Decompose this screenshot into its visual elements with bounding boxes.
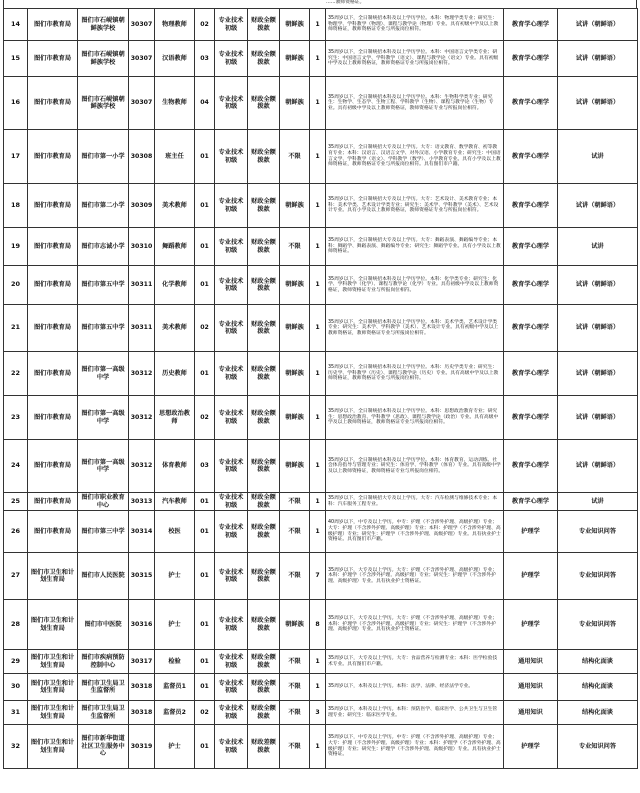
- cell-unit: 图们市第五中学: [78, 266, 129, 305]
- cell-interview: 试讲（朝鲜语）: [558, 266, 638, 305]
- cell-requirements: 35周岁以下，全日制统招本科及以上学历学位。本科：历史学类专业；研究生：历史学、学科教学（历史）、课程与教学论（历史）专业。具有高级中学及以上教师资格证，教师资格证专业与所报岗位相符。: [326, 352, 504, 396]
- cell-requirements: 35周岁以下，大专及以上学历。大专：护理（不含涉外护理、高级护理）专业；本科：护理学（不含涉外护理、高级护理）专业；研究生：护理学（不含涉外护理、高级护理）专业。具有执业护士资格证。: [326, 553, 504, 600]
- cell-hire-number: 7: [310, 553, 326, 600]
- cell-post-code: 30307: [129, 41, 155, 77]
- cell-post-type: 专业技术初级: [215, 130, 248, 184]
- cell-post-code: 30307: [129, 77, 155, 130]
- cell-post-code: 30312: [129, 352, 155, 396]
- cell-language: 朝鲜族: [280, 600, 310, 650]
- cell-number: 15: [4, 41, 28, 77]
- cell-unit: 图们市人民医院: [78, 553, 129, 600]
- cell-interview: 结构化面谈: [558, 650, 638, 674]
- table-row: [4, 553, 638, 600]
- cell-post-count: 02: [195, 701, 215, 725]
- cell-unit: 图们市第二小学: [78, 184, 129, 228]
- cell-post-code: 30317: [129, 650, 155, 674]
- cell-funding: 财政全额拨款: [248, 266, 280, 305]
- cell-post-code: 30314: [129, 511, 155, 553]
- table-row: [4, 266, 638, 305]
- table-row: [4, 650, 638, 674]
- cell-department: 图们市教育局: [28, 9, 78, 41]
- cell-post-name: 监督员1: [155, 674, 195, 701]
- cell-post-count: 01: [195, 725, 215, 769]
- cell-language: 不限: [280, 701, 310, 725]
- cell-post-type: 专业技术初级: [215, 352, 248, 396]
- cell-number: 19: [4, 228, 28, 266]
- cell-post-code: 30313: [129, 493, 155, 511]
- cell-post-code: 30318: [129, 674, 155, 701]
- cell-language: 不限: [280, 493, 310, 511]
- cell-exam: 教育学心理学: [504, 9, 558, 41]
- cell-hire-number: 1: [310, 228, 326, 266]
- cell-post-code: 30311: [129, 266, 155, 305]
- table-top-fragment: [3, 0, 637, 8]
- cell-department: 图们市教育局: [28, 130, 78, 184]
- cell-exam: 护理学: [504, 553, 558, 600]
- cell-number: 24: [4, 440, 28, 493]
- cell-requirements: 35周岁以下，全日制统招大专及以上学历。大专：语文教育、数学教育、初等教育专业；本科：汉语言、汉语言文学、对外汉语、小学教育专业；研究生：中国语言文学、学科教学（语文）、学科教学（数学）、小学教育专业。具有小学及以上教师资格证，教师资格证专业与所报岗位相符。具有图们市户籍。: [326, 130, 504, 184]
- cell-unit: 图们市第一高级中学: [78, 440, 129, 493]
- cell-post-count: 01: [195, 184, 215, 228]
- cell-unit: 图们市第一高级中学: [78, 352, 129, 396]
- cell-language: 不限: [280, 650, 310, 674]
- cell-post-type: 专业技术初级: [215, 600, 248, 650]
- cell-interview: 试讲（朝鲜语）: [558, 184, 638, 228]
- cell-language: 朝鲜族: [280, 396, 310, 440]
- cell-interview: 试讲（朝鲜语）: [558, 305, 638, 352]
- cell-exam: 教育学心理学: [504, 77, 558, 130]
- cell-unit: 图们市第一高级中学: [78, 396, 129, 440]
- cell-requirements: 35周岁以下，全日制统招本科及以上学历学位。本科：化学类专业；研究生：化学、学科教学（化学）、课程与教学论（化学）专业。具有初级中学及以上教师资格证，教师资格证专业与所报岗位相符。: [326, 266, 504, 305]
- cell-funding: 财政全额拨款: [248, 77, 280, 130]
- cell-interview: 专业知识问答: [558, 511, 638, 553]
- cell-unit: 图们市第三中学: [78, 511, 129, 553]
- cell-interview: 结构化面谈: [558, 674, 638, 701]
- cell-post-code: 30312: [129, 440, 155, 493]
- cell-post-count: 01: [195, 511, 215, 553]
- cell-funding: 财政全额拨款: [248, 228, 280, 266]
- cell-exam: 护理学: [504, 600, 558, 650]
- cell-post-type: 专业技术初级: [215, 305, 248, 352]
- table-row: [4, 600, 638, 650]
- cell-requirements: 35周岁以下，本科及以上学历。本科：预防医学、临床医学、公共卫生与卫生管理专业；研究生：临床医学专业。: [326, 701, 504, 725]
- cell-hire-number: 1: [310, 352, 326, 396]
- cell-post-code: 30312: [129, 396, 155, 440]
- cell-post-count: 03: [195, 440, 215, 493]
- cell-language: 朝鲜族: [280, 305, 310, 352]
- table-row: [4, 396, 638, 440]
- cell-post-code: 30307: [129, 9, 155, 41]
- cell-number: 28: [4, 600, 28, 650]
- cell-language: 不限: [280, 725, 310, 769]
- cell-language: 朝鲜族: [280, 77, 310, 130]
- cell-post-count: 01: [195, 266, 215, 305]
- cell-unit: 图们市卫生局卫生监督所: [78, 701, 129, 725]
- cell-post-count: 02: [195, 305, 215, 352]
- cell-language: 朝鲜族: [280, 184, 310, 228]
- cell-post-type: 专业技术初级: [215, 77, 248, 130]
- cell-number: 22: [4, 352, 28, 396]
- cell-exam: 教育学心理学: [504, 266, 558, 305]
- cell-post-code: 30315: [129, 553, 155, 600]
- cell-hire-number: 8: [310, 600, 326, 650]
- cell-post-name: 监督员2: [155, 701, 195, 725]
- cell-interview: 试讲: [558, 228, 638, 266]
- cell-post-name: 汉语教师: [155, 41, 195, 77]
- cell-funding: 财政全额拨款: [248, 674, 280, 701]
- cell-interview: 试讲（朝鲜语）: [558, 352, 638, 396]
- cell-number: 26: [4, 511, 28, 553]
- cell-exam: 教育学心理学: [504, 305, 558, 352]
- cell-post-type: 专业技术初级: [215, 184, 248, 228]
- cell-post-name: 思想政治教师: [155, 396, 195, 440]
- cell-post-name: 化学教师: [155, 266, 195, 305]
- table-row: [4, 674, 638, 701]
- cell-department: 图们市卫生和计划生育局: [28, 674, 78, 701]
- cell-post-name: 美术教师: [155, 305, 195, 352]
- cell-exam: 通用知识: [504, 650, 558, 674]
- cell-department: 图们市教育局: [28, 184, 78, 228]
- cell-interview: 试讲（朝鲜语）: [558, 77, 638, 130]
- cell-hire-number: 1: [310, 184, 326, 228]
- cell-exam: 通用知识: [504, 701, 558, 725]
- cell-interview: 试讲（朝鲜语）: [558, 396, 638, 440]
- cell-funding: 财政全额拨款: [248, 553, 280, 600]
- cell-requirements: 35周岁以下，中专及以上学历。中专：护理（不含涉外护理、高级护理）专业；大专：护理（不含涉外护理、高级护理）专业；本科：护理学（不含涉外护理、高级护理）专业；研究生：护理学（不含涉外护理、高级护理）专业。具有执业护士资格证。: [326, 725, 504, 769]
- cell-number: 29: [4, 650, 28, 674]
- table-row: [4, 9, 638, 41]
- cell-language: 不限: [280, 511, 310, 553]
- cell-post-type: 专业技术初级: [215, 650, 248, 674]
- cell-language: 不限: [280, 228, 310, 266]
- cell-number: 32: [4, 725, 28, 769]
- cell-funding: 财政全额拨款: [248, 352, 280, 396]
- cell-post-type: 专业技术初级: [215, 493, 248, 511]
- cell-exam: 护理学: [504, 725, 558, 769]
- cell-funding: 财政全额拨款: [248, 130, 280, 184]
- cell-unit: 图们市第一小学: [78, 130, 129, 184]
- cell-post-type: 专业技术初级: [215, 725, 248, 769]
- cell-funding: 财政全额拨款: [248, 184, 280, 228]
- table-row: [4, 305, 638, 352]
- cell-number: 30: [4, 674, 28, 701]
- cell-post-type: 专业技术初级: [215, 440, 248, 493]
- cell-unit: 图们市石岘镇朝鲜族学校: [78, 41, 129, 77]
- cell-post-code: 30316: [129, 600, 155, 650]
- cell-hire-number: 1: [310, 266, 326, 305]
- table-row: [4, 77, 638, 130]
- cell-exam: 教育学心理学: [504, 41, 558, 77]
- cell-requirements: 35周岁以下，全日制统招大专及以上学历。大专：汽车检测与维修技术专业；本科：汽车服务工程专业。: [326, 493, 504, 511]
- table-row: [4, 440, 638, 493]
- cell-language: 朝鲜族: [280, 352, 310, 396]
- cell-interview: 试讲（朝鲜语）: [558, 9, 638, 41]
- cell-funding: 财政全额拨款: [248, 493, 280, 511]
- cell-number: 14: [4, 9, 28, 41]
- cell-requirements: 40周岁以下，中专及以上学历。中专：护理（不含涉外护理、高级护理）专业；大专：护理（不含涉外护理、高级护理）专业；本科：护理学（不含涉外护理、高级护理）专业；研究生：护理学（不含涉外护理、高级护理）专业。具有执业护士资格证。具有图们市户籍。: [326, 511, 504, 553]
- cell-department: 图们市教育局: [28, 440, 78, 493]
- cell-requirements: 35周岁以下，全日制统招本科及以上学历学位。本科：思想政治教育专业；研究生：思想政治教育、学科教学（思政）、课程与教学论（政治）专业。具有高级中学及以上教师资格证，教师资格证专业与所报岗位相符。: [326, 396, 504, 440]
- cell-hire-number: 1: [310, 396, 326, 440]
- table-row: [4, 725, 638, 769]
- cell-post-type: 专业技术初级: [215, 266, 248, 305]
- cell-post-name: 检验: [155, 650, 195, 674]
- cell-hire-number: 1: [310, 511, 326, 553]
- cell-funding: 财政全额拨款: [248, 650, 280, 674]
- cell-requirements: 35周岁以下，本科及以上学历。本科：法学、法律、经济法学专业。: [326, 674, 504, 701]
- cell-exam: 护理学: [504, 511, 558, 553]
- cell-department: 图们市卫生和计划生育局: [28, 650, 78, 674]
- cell-language: 朝鲜族: [280, 41, 310, 77]
- cell-post-type: 专业技术初级: [215, 674, 248, 701]
- cell-number: 20: [4, 266, 28, 305]
- cell-funding: 财政全额拨款: [248, 701, 280, 725]
- cell-language: 朝鲜族: [280, 9, 310, 41]
- cell-unit: 图们市志诚小学: [78, 228, 129, 266]
- cell-language: 朝鲜族: [280, 440, 310, 493]
- cell-post-code: 30308: [129, 130, 155, 184]
- cell-interview: 专业知识问答: [558, 553, 638, 600]
- cell-post-name: 美术教师: [155, 184, 195, 228]
- cell-unit: 图们市新华街道社区卫生服务中心: [78, 725, 129, 769]
- cell-hire-number: 3: [310, 701, 326, 725]
- cell-post-code: 30319: [129, 725, 155, 769]
- cell-requirements: 35周岁以下，全日制统招本科及以上学历学位。本科：生物科学类专业；研究生：生物学、生态学、生物工程、学科教学（生物）、课程与教学论（生物）专业。具有初级中学及以上教师资格证，教师资格证专业与所报岗位相符。: [326, 77, 504, 130]
- cell-post-code: 30311: [129, 305, 155, 352]
- cell-department: 图们市卫生和计划生育局: [28, 725, 78, 769]
- cell-exam: 教育学心理学: [504, 184, 558, 228]
- cell-exam: 教育学心理学: [504, 493, 558, 511]
- cell-hire-number: 1: [310, 725, 326, 769]
- cell-funding: 财政全额拨款: [248, 600, 280, 650]
- cell-requirements: 35周岁以下，全日制统招大专及以上学历。大专：舞蹈表演、舞蹈编导专业；本科：舞蹈学、舞蹈表演、舞蹈编导专业；研究生：舞蹈学专业。具有小学及以上教师资格证。: [326, 228, 504, 266]
- cell-exam: 教育学心理学: [504, 130, 558, 184]
- cell-hire-number: 1: [310, 9, 326, 41]
- cell-unit: 图们市卫生局卫生监督所: [78, 674, 129, 701]
- cell-post-count: 01: [195, 650, 215, 674]
- cell-exam: 教育学心理学: [504, 440, 558, 493]
- cell-post-count: 01: [195, 228, 215, 266]
- cell-requirements: 35周岁以下，全日制统招本科及以上学历学位。本科：中国语言文学类专业；研究生：中国语言文学、学科教学（语文）、课程与教学论（语文）专业。具有初级中学及以上教师资格证，教师资格证专业与所报岗位相符。: [326, 41, 504, 77]
- recruitment-table: [3, 8, 638, 769]
- cell-post-name: 生物教师: [155, 77, 195, 130]
- cell-hire-number: 1: [310, 674, 326, 701]
- cell-hire-number: 1: [310, 440, 326, 493]
- cell-number: 27: [4, 553, 28, 600]
- cell-department: 图们市教育局: [28, 41, 78, 77]
- cell-interview: 试讲: [558, 130, 638, 184]
- cell-number: 18: [4, 184, 28, 228]
- cell-funding: 财政差额拨款: [248, 725, 280, 769]
- cell-post-count: 01: [195, 130, 215, 184]
- cell-hire-number: 1: [310, 41, 326, 77]
- cell-post-name: 舞蹈教师: [155, 228, 195, 266]
- cell-department: 图们市教育局: [28, 305, 78, 352]
- cell-post-name: 护士: [155, 553, 195, 600]
- cell-requirements: 35周岁以下，全日制统招本科及以上学历学位。本科：体育教育、运动训练、社会体育指导与管理专业；研究生：体育学、学科教学（体育）专业。具有高级中学及以上教师资格证，教师资格证专业与所报岗位相符。: [326, 440, 504, 493]
- cell-funding: 财政全额拨款: [248, 396, 280, 440]
- cell-number: 31: [4, 701, 28, 725]
- cell-post-code: 30318: [129, 701, 155, 725]
- cell-number: 23: [4, 396, 28, 440]
- cell-language: 朝鲜族: [280, 266, 310, 305]
- cell-post-count: 03: [195, 41, 215, 77]
- cell-hire-number: 1: [310, 77, 326, 130]
- cell-unit: 图们市石岘镇朝鲜族学校: [78, 9, 129, 41]
- cell-post-count: 02: [195, 9, 215, 41]
- cell-post-count: 01: [195, 553, 215, 600]
- cell-requirements: 35周岁以下，全日制统招本科及以上学历学位。本科：物理学类专业；研究生：物理学、学科教学（物理）、课程与教学论（物理）专业。具有初级中学及以上教师资格证，教师资格证专业与所报岗位相符。: [326, 9, 504, 41]
- cell-hire-number: 1: [310, 305, 326, 352]
- cell-exam: 教育学心理学: [504, 396, 558, 440]
- cell-post-count: 01: [195, 352, 215, 396]
- cell-funding: 财政全额拨款: [248, 305, 280, 352]
- cell-unit: 图们市疾病预防控制中心: [78, 650, 129, 674]
- cell-department: 图们市卫生和计划生育局: [28, 701, 78, 725]
- table-row: [4, 511, 638, 553]
- table-row: [4, 130, 638, 184]
- cell-requirements: 35周岁以下，大专及以上学历。大专：护理（不含涉外护理、高级护理）专业；本科：护理学（不含涉外护理、高级护理）专业；研究生：护理学（不含涉外护理、高级护理）专业。具有执业护士资格证。: [326, 600, 504, 650]
- cell-post-code: 30310: [129, 228, 155, 266]
- cell-department: 图们市教育局: [28, 511, 78, 553]
- cell-hire-number: 1: [310, 650, 326, 674]
- cell-requirements: 35周岁以下，大专及以上学历。大专：食品营养与检测专业；本科：医学检验技术专业。具有图们市户籍。: [326, 650, 504, 674]
- cell-post-name: 校医: [155, 511, 195, 553]
- cell-post-count: 04: [195, 77, 215, 130]
- cell-exam: 教育学心理学: [504, 228, 558, 266]
- cell-interview: 试讲（朝鲜语）: [558, 41, 638, 77]
- cell-post-count: 01: [195, 493, 215, 511]
- cell-post-type: 专业技术初级: [215, 701, 248, 725]
- table-row: [4, 228, 638, 266]
- table-row: [4, 41, 638, 77]
- cell-funding: 财政全额拨款: [248, 9, 280, 41]
- cell-department: 图们市卫生和计划生育局: [28, 600, 78, 650]
- top-fragment-text: ……教师资格证。: [326, 0, 365, 5]
- cell-language: 不限: [280, 674, 310, 701]
- cell-post-name: 物理教师: [155, 9, 195, 41]
- cell-number: 21: [4, 305, 28, 352]
- cell-language: 不限: [280, 553, 310, 600]
- cell-requirements: 35周岁以下，全日制统招本科及以上学历学位。本科：美术学类、艺术设计学类专业；研究生：美术学、学科教学（美术）、艺术设计专业。具有初级中学及以上教师资格证，教师资格证专业与所报岗位相符。: [326, 305, 504, 352]
- cell-post-count: 02: [195, 396, 215, 440]
- cell-interview: 专业知识问答: [558, 600, 638, 650]
- cell-post-name: 汽车教师: [155, 493, 195, 511]
- cell-requirements: 35周岁以下，全日制统招大专及以上学历。大专：艺术设计、美术教育专业；本科：美术学类、艺术设计学类专业；研究生：美术学、学科教学（美术）、艺术设计专业。具有小学及以上教师资格证，教师资格证专业与所报岗位相符。: [326, 184, 504, 228]
- cell-number: 16: [4, 77, 28, 130]
- cell-department: 图们市教育局: [28, 352, 78, 396]
- cell-post-count: 01: [195, 674, 215, 701]
- cell-unit: 图们市中医院: [78, 600, 129, 650]
- cell-interview: 专业知识问答: [558, 725, 638, 769]
- table-row: [4, 701, 638, 725]
- cell-department: 图们市教育局: [28, 77, 78, 130]
- cell-post-name: 护士: [155, 600, 195, 650]
- cell-post-type: 专业技术初级: [215, 41, 248, 77]
- cell-post-name: 体育教师: [155, 440, 195, 493]
- cell-number: 25: [4, 493, 28, 511]
- cell-number: 17: [4, 130, 28, 184]
- cell-interview: 试讲: [558, 493, 638, 511]
- cell-post-type: 专业技术初级: [215, 553, 248, 600]
- cell-funding: 财政全额拨款: [248, 511, 280, 553]
- cell-post-count: 01: [195, 600, 215, 650]
- table-row: [4, 352, 638, 396]
- cell-unit: 图们市石岘镇朝鲜族学校: [78, 77, 129, 130]
- cell-post-type: 专业技术初级: [215, 396, 248, 440]
- cell-unit: 图们市第五中学: [78, 305, 129, 352]
- cell-post-code: 30309: [129, 184, 155, 228]
- cell-department: 图们市教育局: [28, 228, 78, 266]
- cell-department: 图们市教育局: [28, 493, 78, 511]
- cell-funding: 财政全额拨款: [248, 41, 280, 77]
- cell-post-type: 专业技术初级: [215, 9, 248, 41]
- cell-hire-number: 1: [310, 493, 326, 511]
- cell-post-name: 班主任: [155, 130, 195, 184]
- cell-post-type: 专业技术初级: [215, 511, 248, 553]
- cell-exam: 通用知识: [504, 674, 558, 701]
- cell-post-name: 历史教师: [155, 352, 195, 396]
- cell-hire-number: 1: [310, 130, 326, 184]
- cell-funding: 财政全额拨款: [248, 440, 280, 493]
- cell-department: 图们市教育局: [28, 396, 78, 440]
- table-row: [4, 184, 638, 228]
- cell-interview: 试讲（朝鲜语）: [558, 440, 638, 493]
- cell-department: 图们市卫生和计划生育局: [28, 553, 78, 600]
- cell-department: 图们市教育局: [28, 266, 78, 305]
- cell-post-name: 护士: [155, 725, 195, 769]
- cell-exam: 教育学心理学: [504, 352, 558, 396]
- table-row: [4, 493, 638, 511]
- cell-interview: 结构化面谈: [558, 701, 638, 725]
- cell-language: 不限: [280, 130, 310, 184]
- cell-unit: 图们市职业教育中心: [78, 493, 129, 511]
- cell-post-type: 专业技术初级: [215, 228, 248, 266]
